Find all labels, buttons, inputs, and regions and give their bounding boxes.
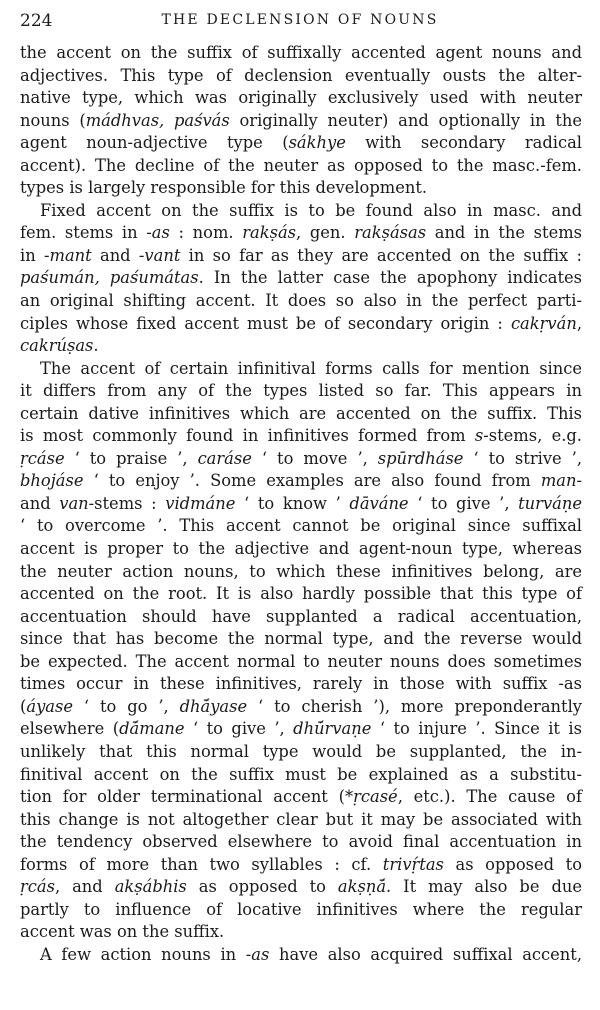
text-line: bhojáse ‘ to enjoy ’. Some examples are also found from man- [20, 471, 582, 491]
italic-term: paśumán, paśumátas [20, 268, 199, 288]
text-line: accent was on the suffix. [20, 922, 225, 942]
text-line: in -mant and -vant in so far as they are accented on the suffix : [20, 245, 583, 265]
text-line: accentuation should have supplanted a radical accentuation, [20, 606, 582, 626]
italic-term: dā́mane [119, 719, 185, 739]
italic-term: rakṣás [242, 223, 297, 243]
text-line: The accent of certain infinitival forms calls for mention since [40, 358, 582, 378]
text-line: the tendency observed elsewhere to avoid final accentuation in [20, 832, 582, 852]
text-line: times occur in these infinitives, rarely in those with suffix -as [20, 674, 582, 694]
italic-term: dāváne [349, 493, 409, 513]
text-line: this change is not altogether clear but it may be associated with [20, 809, 582, 829]
text-line: elsewhere (dā́mane ‘ to give ’, dhū́rvaṇe ‘ to injure ’. Since it is [20, 719, 582, 739]
text-line: types is largely responsible for this development. [20, 178, 428, 198]
text-line: fem. stems in -as : nom. rakṣás, gen. rakṣásas and in the stems [20, 223, 583, 243]
text-line: nouns (mádhvas, paśvás originally neuter) and optionally in the [20, 110, 582, 130]
text-line: agent noun-adjective type (sákhye with secondary radical [20, 133, 583, 153]
text-line: partly to influence of locative infinitives where the regular [20, 899, 582, 919]
text-line: unlikely that this normal type would be supplanted, the in- [20, 741, 582, 761]
italic-term: rakṣásas [354, 223, 427, 243]
page-header [20, 11, 580, 33]
italic-term: -as [146, 223, 170, 243]
text-line: it differs from any of the types listed so far. This appears in [20, 381, 582, 401]
italic-term: trivṛ́tas [382, 854, 444, 874]
italic-term: man [540, 471, 577, 491]
paragraph [20, 200, 582, 358]
text-line: and van-stems : vidmáne ‘ to know ’ dāváne ‘ to give ’, turváṇe [20, 493, 582, 513]
running-title: THE DECLENSION OF NOUNS [161, 12, 439, 28]
italic-term: mádhvas, paśvás [85, 110, 230, 130]
text-line: (áyase ‘ to go ’, dhā́yase ‘ to cherish ’), more preponderantly [20, 696, 582, 716]
italic-term: -mant [44, 245, 92, 265]
text-line: is most commonly found in infinitives formed from s-stems, e.g. [20, 426, 582, 446]
page-number: 224 [20, 11, 53, 31]
text-line: the neuter action nouns, to which these infinitives belong, are [20, 561, 582, 581]
italic-term: ṛcáse [20, 448, 65, 468]
text-line: finitival accent on the suffix must be explained as a substitu- [20, 764, 582, 784]
paragraph [20, 42, 582, 200]
italic-term: ṛcás [20, 877, 55, 897]
text-line: cakrúṣas. [20, 336, 99, 356]
text-line: adjectives. This type of declension eventually ousts the alter- [20, 65, 582, 85]
italic-term: bhojáse [20, 471, 84, 491]
italic-term: caráse [197, 448, 252, 468]
italic-term: turváṇe [518, 493, 582, 513]
text-line: accent is proper to the adjective and agent-noun type, whereas [20, 539, 582, 559]
text-line: ṛcás, and akṣábhis as opposed to akṣṇā́. It may also be due [20, 877, 582, 897]
italic-term: van [59, 493, 89, 513]
text-line: ‘ to overcome ’. This accent cannot be original since suffixal [20, 516, 582, 536]
text-line: forms of more than two syllables : cf. trivṛ́tas as opposed to [20, 854, 582, 874]
text-line: ṛcáse ‘ to praise ’, caráse ‘ to move ’, spūrdháse ‘ to strive ’, [20, 448, 582, 468]
italic-term: sákhye [288, 133, 346, 153]
text-line: accent). The decline of the neuter as opposed to the masc.-fem. [20, 155, 582, 175]
italic-term: cakrúṣas [20, 336, 94, 356]
text-line: since that has become the normal type, and the reverse would [20, 629, 582, 649]
italic-term: akṣábhis [114, 877, 187, 897]
text-line: accented on the root. It is also hardly possible that this type of [20, 584, 582, 604]
italic-term: akṣṇā́ [337, 877, 387, 897]
italic-term: -as [245, 944, 270, 964]
text-line: the accent on the suffix of suffixally accented agent nouns and [20, 43, 582, 62]
italic-term: dhā́yase [179, 696, 248, 716]
paragraph [20, 944, 582, 967]
text-line: native type, which was originally exclusively used with neuter [20, 88, 582, 108]
body-text [20, 42, 582, 966]
text-line: Fixed accent on the suffix is to be found also in masc. and [40, 200, 582, 220]
italic-term: dhū́rvaṇe [293, 719, 372, 739]
italic-term: áyase [26, 696, 73, 716]
text-line: A few action nouns in -as have also acquired suffixal accent, [40, 944, 583, 964]
text-line: ciples whose fixed accent must be of secondary origin : cakṛván, [20, 313, 582, 333]
text-line: paśumán, paśumátas. In the latter case the apophony indicates [20, 268, 582, 288]
italic-term: cakṛván [510, 313, 577, 333]
paragraph [20, 358, 582, 944]
italic-term: vidmáne [165, 493, 236, 513]
italic-term: *ṛcasé [344, 787, 398, 807]
italic-term: -vant [138, 245, 181, 265]
italic-term: spūrdháse [377, 448, 464, 468]
text-line: an original shifting accent. It does so also in the perfect parti- [20, 291, 582, 311]
text-line: tion for older terminational accent (*ṛcasé, etc.). The cause of [20, 787, 582, 807]
text-line: certain dative infinitives which are accented on the suffix. This [20, 403, 582, 423]
italic-term: s [474, 426, 484, 446]
text-line: be expected. The accent normal to neuter nouns does sometimes [20, 651, 582, 671]
